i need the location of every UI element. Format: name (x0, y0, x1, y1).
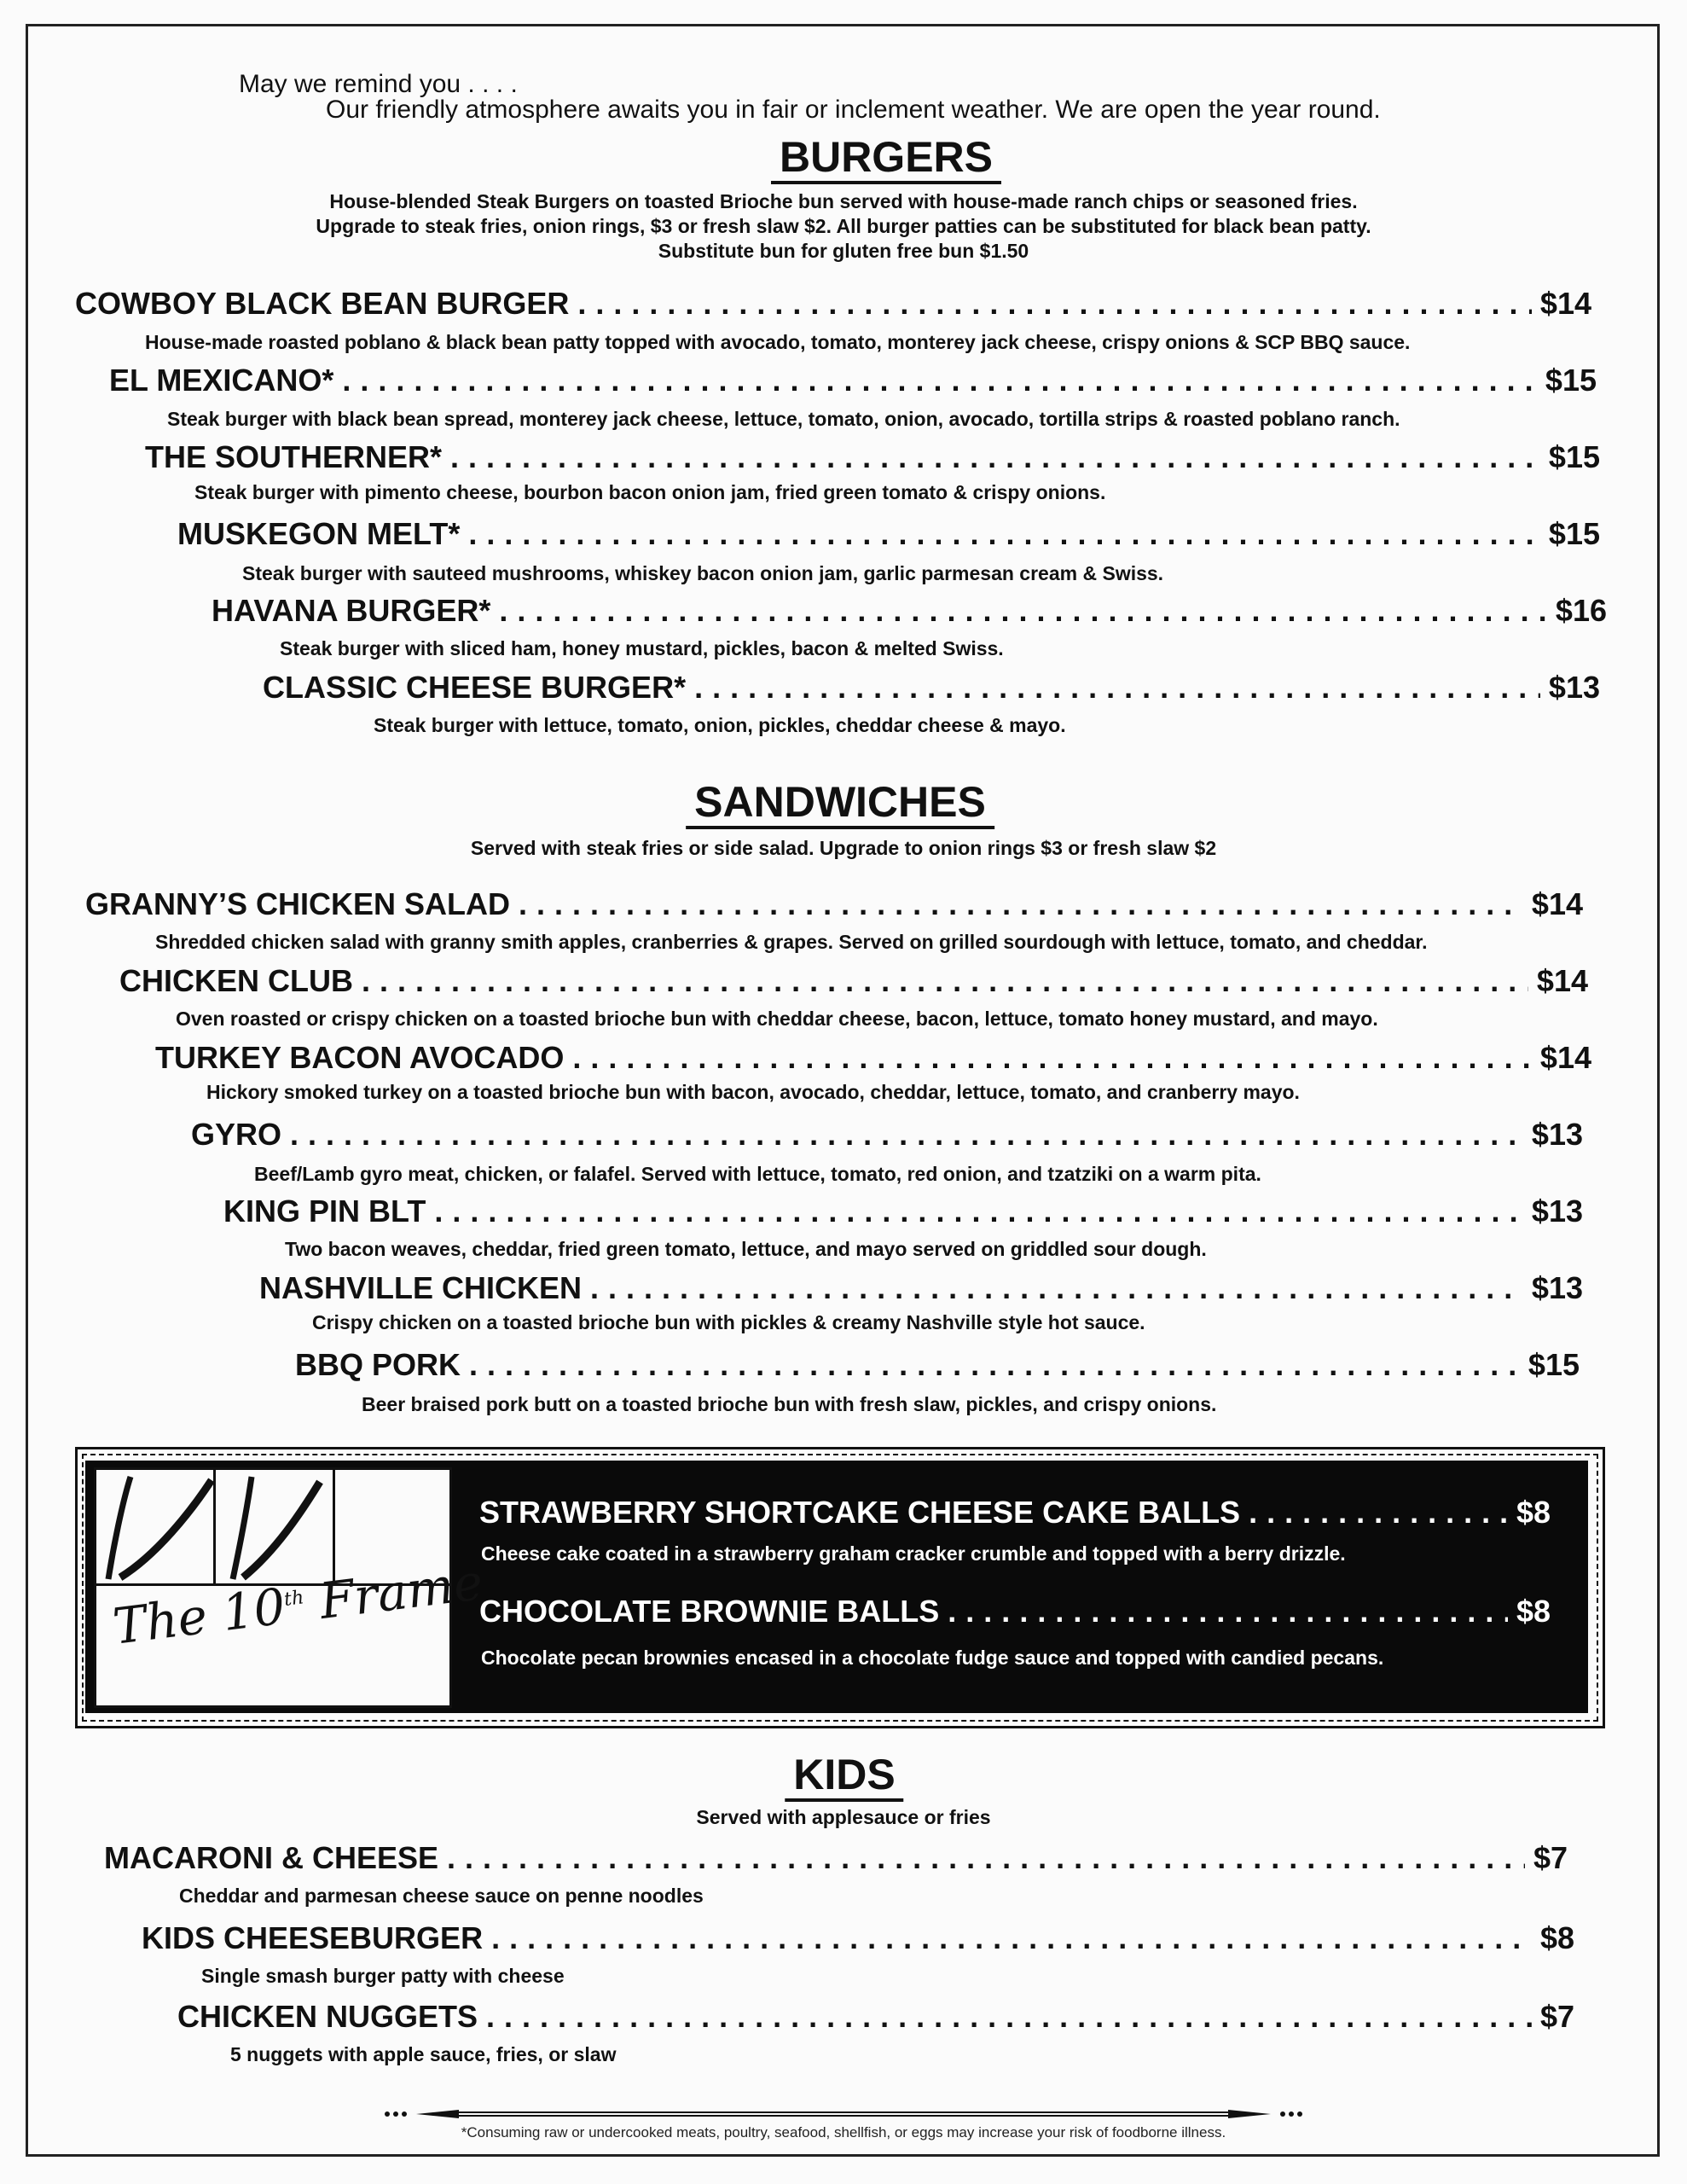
leader-dots (577, 287, 1532, 321)
item-name: CHICKEN NUGGETS (177, 1999, 478, 2034)
item-price: $7 (1533, 1840, 1568, 1875)
menu-item-havana-burger (212, 594, 1607, 628)
item-price: $13 (1531, 1117, 1583, 1152)
item-desc: Cheddar and parmesan cheese sauce on penne noodles (179, 1885, 704, 1907)
menu-item-el-mexicano (109, 363, 1597, 398)
burgers-desc-1: House-blended Steak Burgers on toasted Brioche bun served with house-made ranch chips or seasoned fries. (329, 190, 1358, 212)
item-name: COWBOY BLACK BEAN BURGER (75, 286, 570, 321)
item-price: $7 (1539, 1999, 1574, 2034)
leader-dots (290, 1118, 1523, 1152)
item-name: BBQ PORK (295, 1347, 461, 1382)
logo-th: th (282, 1587, 305, 1611)
burgers-desc-3: Substitute bun for gluten free bun $1.50 (658, 240, 1029, 262)
kids-title: KIDS (785, 1751, 903, 1802)
item-desc: Beef/Lamb gyro meat, chicken, or falafel. Served with lettuce, tomato, red onion, and tzatziki on a warm pita. (254, 1163, 1261, 1185)
item-name: KIDS CHEESEBURGER (142, 1920, 484, 1955)
dessert-item-strawberry-shortcake (479, 1495, 1551, 1531)
item-price: $8 (1516, 1594, 1551, 1629)
kids-desc: Served with applesauce or fries (696, 1806, 991, 1828)
footer-ornament-divider (382, 2107, 1305, 2121)
item-name: EL MEXICANO* (109, 363, 334, 398)
item-price: $13 (1531, 1194, 1583, 1228)
dessert-desc: Chocolate pecan brownies encased in a chocolate fudge sauce and topped with candied pecans. (481, 1647, 1384, 1669)
item-desc: Steak burger with pimento cheese, bourbon bacon onion jam, fried green tomato & crispy onions. (194, 481, 1106, 503)
sandwiches-desc: Served with steak fries or side salad. Upgrade to onion rings $3 or fresh slaw $2 (470, 837, 1217, 859)
leader-dots (450, 440, 1540, 474)
burgers-title: BURGERS (771, 133, 1001, 184)
leader-dots (469, 1348, 1520, 1382)
menu-item-chicken-club (119, 964, 1588, 998)
item-price: $13 (1548, 670, 1600, 705)
menu-item-king-pin-blt (223, 1194, 1583, 1228)
menu-item-chicken-nuggets (177, 2000, 1574, 2034)
menu-item-kids-cheeseburger (142, 1921, 1574, 1955)
burgers-desc-2: Upgrade to steak fries, onion rings, $3 or fresh slaw $2. All burger patties can be substituted for black bean patty. (316, 215, 1371, 237)
item-desc: Oven roasted or crispy chicken on a toasted brioche bun with cheddar cheese, bacon, lettuce, tomato honey mustard, and mayo. (176, 1008, 1378, 1030)
menu-item-bbq-pork (295, 1348, 1580, 1382)
item-name: HAVANA BURGER* (212, 593, 491, 628)
item-price: $15 (1528, 1347, 1580, 1382)
item-name: CHICKEN CLUB (119, 963, 353, 998)
item-name: GRANNY’S CHICKEN SALAD (85, 886, 511, 921)
item-desc: Steak burger with black bean spread, monterey jack cheese, lettuce, tomato, onion, avocado, tortilla strips & roasted poblano ranch. (167, 408, 1400, 430)
menu-item-the-southerner (145, 440, 1600, 474)
menu-item-grannys-chicken-salad (85, 887, 1583, 921)
item-desc: Steak burger with sauteed mushrooms, whiskey bacon onion jam, garlic parmesan cream & Swiss. (242, 562, 1164, 584)
menu-item-cowboy-black-bean-burger (75, 287, 1591, 321)
leader-dots (342, 363, 1537, 398)
dessert-item-chocolate-brownie (479, 1594, 1551, 1629)
item-price: $15 (1545, 363, 1597, 398)
logo-the: The 10 (109, 1577, 289, 1656)
item-price: $16 (1555, 593, 1607, 628)
item-desc: Two bacon weaves, cheddar, fried green tomato, lettuce, and mayo served on griddled sour dough. (285, 1238, 1207, 1260)
leader-dots (499, 594, 1547, 628)
menu-item-nashville-chicken (259, 1271, 1583, 1305)
leader-dots (468, 517, 1540, 551)
leader-dots (362, 964, 1528, 998)
item-price: $14 (1539, 286, 1591, 321)
item-price: $13 (1531, 1270, 1583, 1305)
leader-dots (486, 2000, 1532, 2034)
item-desc: Hickory smoked turkey on a toasted brioche bun with bacon, avocado, cheddar, lettuce, tomato, and cranberry mayo. (206, 1081, 1300, 1103)
item-name: NASHVILLE CHICKEN (259, 1270, 583, 1305)
item-name: MUSKEGON MELT* (177, 516, 461, 551)
item-desc: Steak burger with lettuce, tomato, onion, pickles, cheddar cheese & mayo. (374, 714, 1066, 736)
item-name: THE SOUTHERNER* (145, 439, 443, 474)
logo-frame: Frame (316, 1553, 486, 1631)
intro-line-1: May we remind you . . . . (239, 70, 518, 98)
item-name: CHOCOLATE BROWNIE BALLS (479, 1594, 940, 1629)
item-price: $14 (1536, 963, 1588, 998)
menu-item-gyro (191, 1118, 1583, 1152)
item-price: $14 (1531, 886, 1583, 921)
leader-dots (948, 1594, 1508, 1629)
item-name: TURKEY BACON AVOCADO (155, 1040, 565, 1075)
menu-item-turkey-bacon-avocado (155, 1041, 1591, 1075)
item-name: STRAWBERRY SHORTCAKE CHEESE CAKE BALLS (479, 1495, 1241, 1530)
item-desc: 5 nuggets with apple sauce, fries, or slaw (230, 2043, 617, 2065)
leader-dots (590, 1271, 1523, 1305)
item-price: $8 (1516, 1495, 1551, 1530)
item-price: $15 (1548, 516, 1600, 551)
leader-dots (694, 671, 1540, 705)
item-desc: House-made roasted poblano & black bean patty topped with avocado, tomato, monterey jack cheese, crispy onions & SCP BBQ sauce. (145, 331, 1411, 353)
item-name: GYRO (191, 1117, 282, 1152)
sandwiches-title: SANDWICHES (686, 778, 994, 829)
item-name: CLASSIC CHEESE BURGER* (263, 670, 687, 705)
leader-dots (572, 1041, 1532, 1075)
item-desc: Single smash burger patty with cheese (201, 1965, 565, 1987)
item-price: $8 (1539, 1920, 1574, 1955)
leader-dots (447, 1841, 1525, 1875)
menu-item-classic-cheese-burger (263, 671, 1600, 705)
item-desc: Beer braised pork butt on a toasted brioche bun with fresh slaw, pickles, and crispy onions. (362, 1393, 1217, 1415)
intro-line-2: Our friendly atmosphere awaits you in fair or inclement weather. We are open the year round. (326, 96, 1381, 124)
item-name: MACARONI & CHEESE (104, 1840, 439, 1875)
item-desc: Steak burger with sliced ham, honey mustard, pickles, bacon & melted Swiss. (280, 637, 1004, 659)
item-name: KING PIN BLT (223, 1194, 426, 1228)
leader-dots (491, 1921, 1532, 1955)
menu-item-macaroni-cheese (104, 1841, 1568, 1875)
menu-item-muskegon-melt (177, 517, 1600, 551)
dessert-desc: Cheese cake coated in a strawberry graham cracker crumble and topped with a berry drizzle. (481, 1542, 1346, 1565)
allergy-footnote: *Consuming raw or undercooked meats, poultry, seafood, shellfish, or eggs may increase your risk of foodborne illness. (461, 2124, 1226, 2140)
leader-dots (434, 1194, 1523, 1228)
item-price: $15 (1548, 439, 1600, 474)
item-price: $14 (1539, 1040, 1591, 1075)
leader-dots (519, 887, 1523, 921)
leader-dots (1249, 1495, 1508, 1531)
tenth-frame-logo (94, 1467, 486, 1708)
item-desc: Crispy chicken on a toasted brioche bun with pickles & creamy Nashville style hot sauce. (312, 1311, 1145, 1333)
item-desc: Shredded chicken salad with granny smith apples, cranberries & grapes. Served on grilled sourdough with lettuce, tomato, and cheddar. (155, 931, 1428, 953)
